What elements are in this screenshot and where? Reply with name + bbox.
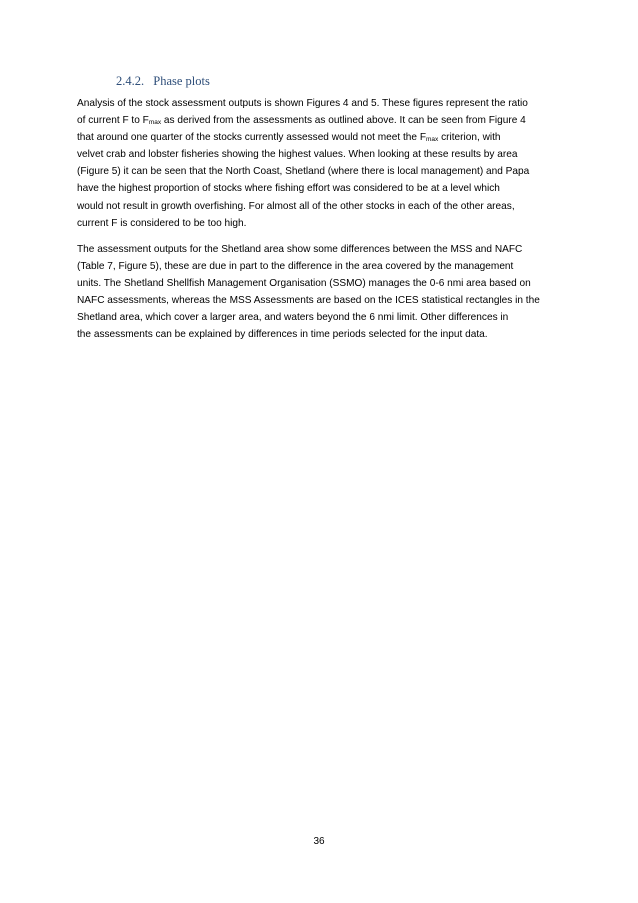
body-paragraph-2 — [77, 241, 563, 344]
text-line: Shetland area, which cover a larger area, and waters beyond the 6 nmi limit. Other differences in — [77, 312, 509, 324]
text-line: NAFC assessments, whereas the MSS Assessments are based on the ICES statistical rectangles in the — [77, 295, 540, 307]
text-line: that around one quarter of the stocks currently assessed would not meet the $F_{max}$ criterion, with — [77, 132, 501, 144]
section-title: Phase plots — [153, 74, 210, 88]
text-line: units. The Shetland Shellfish Management Organisation (SSMO) manages the 0-6 nmi area based on — [77, 278, 531, 290]
text-line: (Table 7, Figure 5), these are due in part to the difference in the area covered by the management — [77, 261, 514, 273]
page-number: 36 — [313, 836, 325, 847]
text-line: of current F to $F_{max}$ as derived from the assessments as outlined above. It can be seen from Figure 4 — [77, 115, 526, 127]
text-line: The assessment outputs for the Shetland area show some differences between the MSS and NAFC — [77, 244, 523, 255]
body-paragraph-1 — [77, 95, 563, 232]
text-line: would not result in growth overfishing. For almost all of the other stocks in each of the other areas, — [77, 200, 515, 212]
section-number: 2.4.2. — [116, 74, 145, 88]
text-line: have the highest proportion of stocks where fishing effort was considered to be at a level which — [77, 183, 500, 195]
text-line: (Figure 5) it can be seen that the North Coast, Shetland (where there is local management) and Papa — [77, 166, 530, 178]
text-line: the assessments can be explained by differences in time periods selected for the input data. — [77, 329, 488, 341]
subscript: max — [148, 119, 162, 127]
text-line: velvet crab and lobster fisheries showing the highest values. When looking at these results by area — [77, 149, 518, 161]
text-line: Analysis of the stock assessment outputs is shown Figures 4 and 5. These figures represent the ratio — [77, 98, 528, 109]
subscript: max — [426, 136, 439, 144]
text-line: current F is considered to be too high. — [77, 217, 247, 229]
section-heading — [116, 74, 210, 89]
